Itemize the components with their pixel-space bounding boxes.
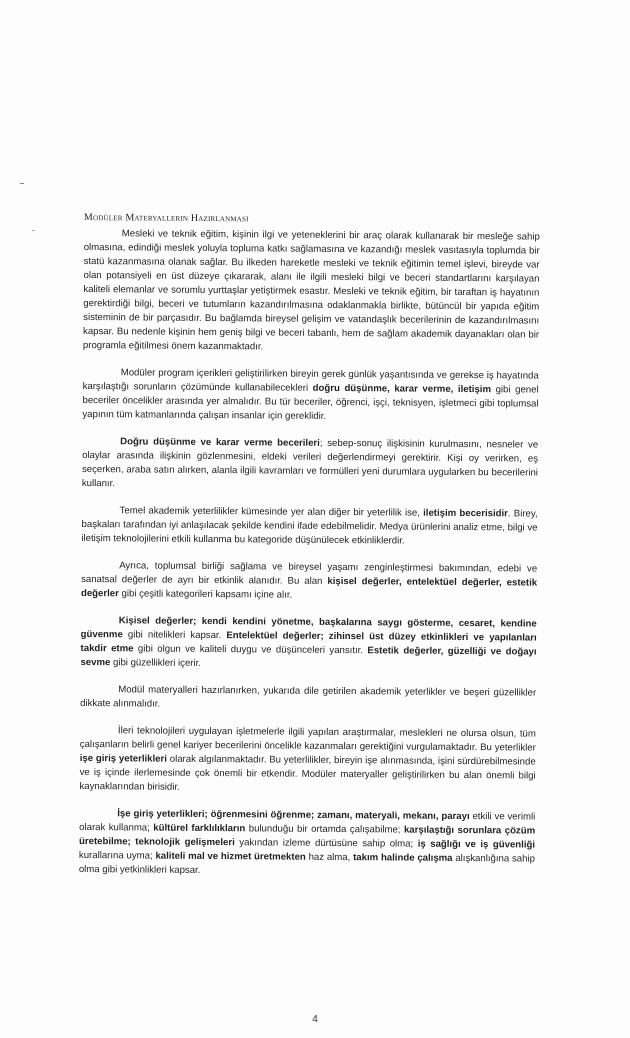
text-run: Ayrıca, toplumsal birliği sağlama ve bireysel yaşamı zenginleştirmesi bakımından, edebi ve sanatsal değerler de ayrı bir etkinlik alanıdır. Bu alan: [81, 560, 538, 587]
text-run: ; sebep-sonuç ilişkisinin kurulmasını, nesneler ve olaylar arasında ilişkinin gözlenmesini, eldeki verileri değerlendirmeyi gerektirir. Kişi oy verirken, eş seçerken, araba satın alırken, alanla ilgili kavramları ve formülleri yeni durumlara uygularken bu becerilerini kullanır.: [81, 437, 539, 490]
paragraph: [79, 807, 536, 881]
paragraph: [80, 683, 536, 715]
section-heading: Modüler Materyallerin Hazırlanması: [83, 212, 249, 225]
bold-text: işe giriş yeterlikleri: [79, 752, 167, 765]
text-run: Temel akademik yeterlilikler kümesinde yer alan diğer bir yeterlilik ise,: [119, 505, 424, 519]
bold-text: İşe giriş yeterlikleri; öğrenmesini öğrenme; zamanı, materyali, mekanı, parayı: [117, 808, 470, 823]
paragraph: [82, 435, 538, 495]
text-run: yakından izleme dürtüsüne sahip olma;: [234, 837, 418, 850]
paragraph: [81, 559, 537, 605]
page-content: [79, 212, 540, 894]
bold-text: Kişisel değerler; kendi kendini yönetme, başkalarına saygı gösterme, cesaret, kendine güvenme: [80, 615, 537, 641]
text-run: . Birey, başkaları tarafından iyi anlaşılacak şekilde kendini ifade edebilmelidir. Medya ürünlerini analiz etme, bilgi ve iletişim teknolojilerini etkili kullanma bu kategoride düşünülecek etkinliklerdir.: [81, 508, 538, 547]
text-run: haz alma,: [305, 851, 354, 864]
body-text: [79, 227, 540, 881]
text-run: Modüler program içerikleri geliştirilirken bireyin gerek günlük yaşantısında ve gerekse iş hayatında karşılaştığı sorunların çözümünde kullanabilecekleri: [82, 367, 539, 394]
page-number: 4: [312, 1014, 318, 1025]
paragraph: [82, 366, 538, 426]
paragraph: [80, 614, 536, 674]
text-run: gibi genel beceriler öncelikler arasında yer almalıdır. Bu tür beceriler, öğrenci, işçi, teknisyen, işletmeci gibi toplumsal yapının tüm katmanlarında çalışan insanlar için gereklidir.: [82, 384, 539, 422]
scan-speck: [20, 183, 24, 184]
bold-text: kişisel değerler, entelektüel değerler, estetik değerler: [80, 575, 538, 600]
paragraph: [81, 504, 537, 550]
text-run: Mesleki ve teknik eğitim, kişinin ilgi ve yeteneklerini bir araç olarak kullanarak bir mesleğe sahip olmasına, edindiği meslek yoluyla topluma katkı sağlamasına ve kazandığı meslek vasıtasıyla toplumda bir statü kazanmasına olanak sağlar. Bu ilkeden hareketle mesleki ve teknik eğitimin temel işlevi, bireyde var olan potansiyeli en üst düzeye çıkararak, alanı ile ilgili mesleki bilgi ve beceri standartlarını karşılayan kaliteli elemanlar ve sorumlu yurttaşlar yetiştirmek esastır. Mesleki ve teknik eğitim, bir taraftan iş hayatının gerektirdiği bilgi, beceri ve tutumların kazandırılmasına odaklanmakla birlikte, bütüncül bir yapıda eğitim sisteminin de bir parçasıdır. Bu bağlamda bireysel gelişim ve vatandaşlık becerilerinin de kazandırılmasını kapsar. Bu nedenle kişinin hem geniş bilgi ve beceri tabanlı, hem de sağlam akademik dayanakları olan bir programla eğitilmesi önem kazanmaktadır.: [82, 228, 540, 353]
bold-text: iş sağlığı ve iş güvenliği: [417, 838, 536, 851]
text-run: gibi olgun ve kaliteli duygu ve düşünceleri yansıtır.: [133, 643, 368, 657]
text-run: gibi nitelikleri kapsar.: [122, 629, 227, 642]
bold-text: iletişim becerisidir: [423, 507, 508, 520]
text-run: Modül materyalleri hazırlanırken, yukarıda dile getirilen akademik yeterlikler ve beşeri güzellikler dikkate alınmalıdır.: [80, 684, 537, 710]
bold-text: doğru düşünme, karar verme, iletişim: [312, 382, 492, 396]
bold-text: kültürel farklılıkların: [153, 822, 246, 835]
text-run: etkili ve verimli olarak kullanma;: [79, 811, 536, 834]
text-run: gibi güzellikleri içerir.: [110, 657, 202, 669]
text-run: olarak algılanmaktadır. Bu yeterlilikler, bireyin işe alınmasında, işini sürdürebilmesinde ve iş içinde ilerlemesinde çok önemli bir etkendir. Modüler materyaller geliştirilirken bu alan önemli bilgi kaynaklarından birisidir.: [79, 753, 536, 793]
bold-text: Entelektüel değerler; zihinsel üst düzey etkinlikleri ve yapılanları takdir etme: [80, 630, 537, 655]
bold-text: takım halinde çalışma: [353, 852, 453, 864]
text-run: bulunduğu bir ortamda çalışabilme;: [245, 823, 405, 836]
bold-text: Doğru düşünme ve karar verme becerileri: [120, 436, 320, 449]
text-run: gibi çeşitli kategorileri kapsamı içine alır.: [118, 588, 293, 601]
paragraph: [83, 227, 540, 357]
bold-text: Estetik değerler, güzelliği ve doğayı sevme: [80, 645, 537, 669]
paragraph: [79, 724, 536, 798]
scan-speck: [32, 230, 35, 231]
text-run: alışkanlığına sahip olma gibi yetkinlikleri kapsar.: [78, 852, 535, 876]
bold-text: karşılaştığı sorunlara çözüm üretebilme; teknolojik gelişmeleri: [79, 824, 536, 849]
text-run: kurallarına uyma;: [78, 849, 156, 862]
bold-text: kaliteli mal ve hizmet üretmekten: [155, 850, 306, 863]
text-run: İleri teknolojileri uygulayan işletmelerle ilgili yapılan araştırmalar, meslekleri ne olursa olsun, tüm çalışanların belirli genel kariyer becerilerini öncelikle kazanmaları gerektiğini vurgulamaktadır. Bu yeterlikler: [79, 725, 536, 754]
